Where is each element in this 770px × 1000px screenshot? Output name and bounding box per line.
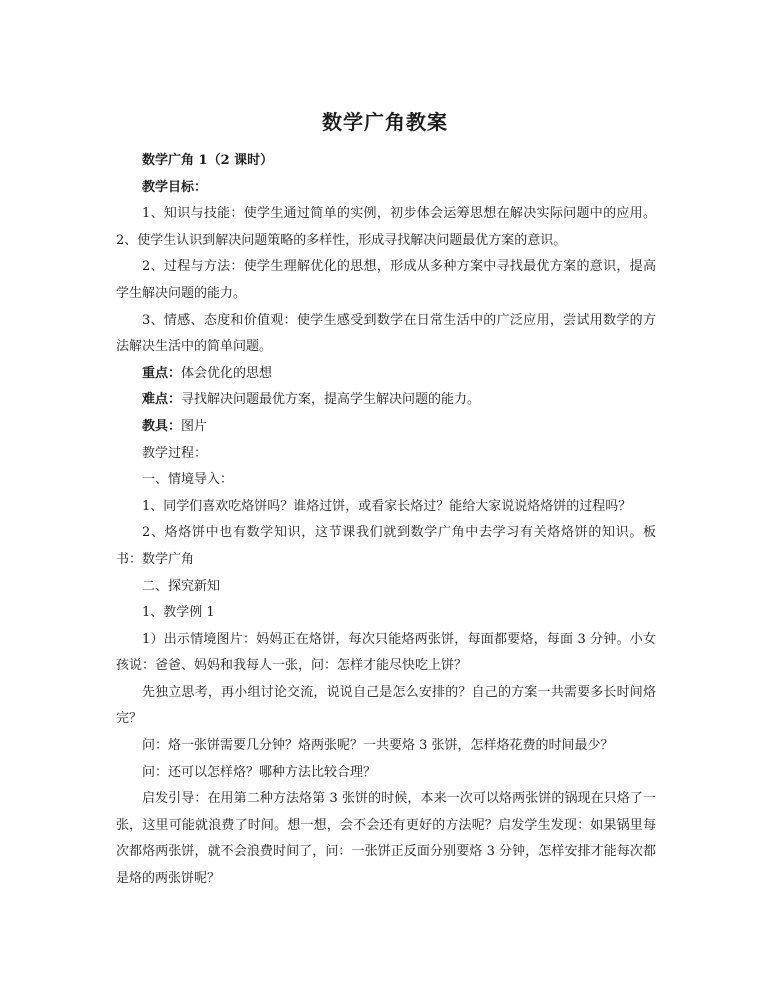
difficulty-point xyxy=(116,387,656,414)
teaching-aids xyxy=(116,414,656,441)
difficulty-label: 难点： xyxy=(142,392,182,408)
example-paragraph-3: 问：烙一张饼需要几分钟？烙两张呢？一共要烙 3 张饼，怎样烙花费的时间最少？ xyxy=(142,738,614,754)
intro-paragraph-2: 2、烙烙饼中也有数学知识，这节课我们就到数学广角中去学习有关烙烙饼的知识。板书：数学广角 xyxy=(116,525,656,567)
example-1-heading: 1、教学例 1 xyxy=(142,605,215,621)
goal-2: 2、过程与方法：使学生理解优化的思想，形成从多种方案中寻找最优方案的意识，提高学生解决问题的能力。 xyxy=(116,259,656,301)
document-body xyxy=(116,148,656,893)
key-point xyxy=(116,361,656,388)
example-paragraph-1: 1）出示情境图片：妈妈正在烙饼，每次只能烙两张饼，每面都要烙，每面 3 分钟。小女孩说：爸爸、妈妈和我每人一张，问：怎样才能尽快吃上饼？ xyxy=(116,631,656,674)
intro-paragraph-1: 1、同学们喜欢吃烙饼吗？谁烙过饼，或看家长烙过？能给大家说说烙烙饼的过程吗？ xyxy=(142,498,632,514)
section-1-heading: 一、情境导入： xyxy=(142,472,234,488)
teaching-aids-label: 教具： xyxy=(142,418,182,434)
document-title: 数学广角教案 xyxy=(322,110,448,134)
example-paragraph-2: 先独立思考，再小组讨论交流，说说自己是怎么安排的？自己的方案一共需要多长时间烙完？ xyxy=(116,684,656,727)
example-paragraph-5: 启发引导：在用第二种方法烙第 3 张饼的时候，本来一次可以烙两张饼的锅现在只烙了一张，这里可能就浪费了时间。想一想，会不会还有更好的方法呢？启发学生发现：如果锅里每次都烙两张饼，就不会浪费时间了，问：一张饼正反面分别要烙 3 分钟，怎样安排才能每次都是烙的两张饼呢？ xyxy=(116,791,656,887)
goal-1: 1、知识与技能：使学生通过简单的实例，初步体会运筹思想在解决实际问题中的应用。2、使学生认识到解决问题策略的多样性，形成寻找解决问题最优方案的意识。 xyxy=(116,206,656,248)
goal-3: 3、情感、态度和价值观：使学生感受到数学在日常生活中的广泛应用，尝试用数学的方法解决生活中的简单问题。 xyxy=(116,312,656,355)
teaching-aids-text: 图片 xyxy=(181,418,208,434)
key-point-text: 体会优化的思想 xyxy=(181,365,273,381)
process-heading: 教学过程： xyxy=(142,445,208,461)
section-2-heading: 二、探究新知 xyxy=(142,578,221,594)
goals-heading: 教学目标： xyxy=(142,179,208,195)
key-point-label: 重点： xyxy=(142,365,182,381)
difficulty-text: 寻找解决问题最优方案，提高学生解决问题的能力。 xyxy=(181,392,481,408)
lesson-subtitle: 数学广角 1（2 课时） xyxy=(142,153,274,168)
example-paragraph-4: 问：还可以怎样烙？哪种方法比较合理？ xyxy=(142,764,377,780)
